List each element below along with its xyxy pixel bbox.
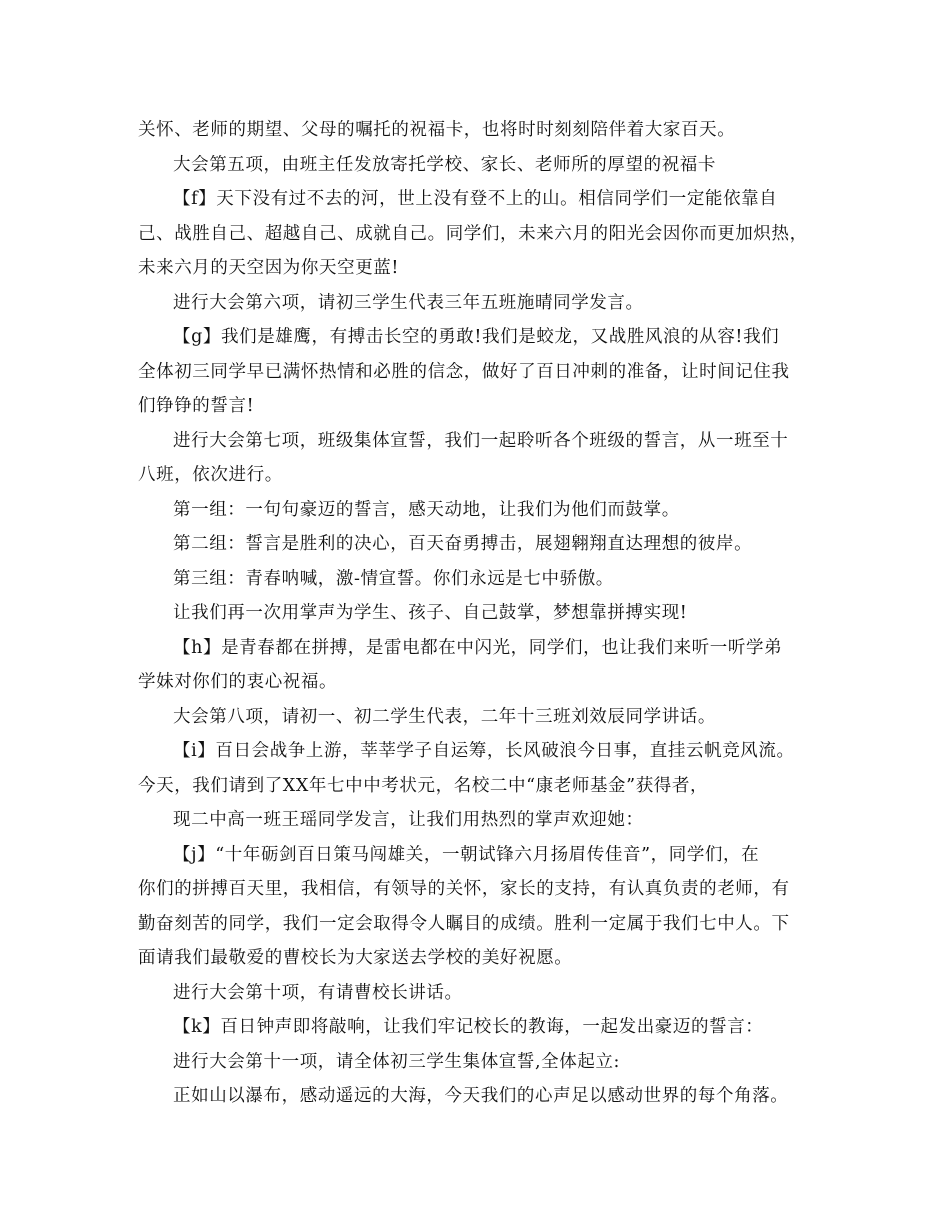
text-line: 全体初三同学早已满怀热情和必胜的信念，做好了百日冲刺的准备，让时间记住我 [138,361,790,382]
text-line: 【j】“十年砺剑百日策马闯雄关，一朝试锋六月扬眉传佳音”，同学们，在 [173,844,760,865]
text-line: 进行大会第六项，请初三学生代表三年五班施晴同学发言。 [173,292,644,313]
text-line: 第二组：誓言是胜利的决心，百天奋勇搏击，展翅翱翔直达理想的彼岸。 [173,534,753,554]
text-line: 关怀、老师的期望、父母的嘱托的祝福卡，也将时时刻刻陪伴着大家百天。 [138,120,736,140]
text-line: 今天，我们请到了XX年七中中考状元，名校二中“康老师基金”获得者， [138,775,709,796]
text-line: 学妹对你们的衷心祝福。 [138,672,338,692]
text-line: 【g】我们是雄鹰，有搏击长空的勇敢!我们是蛟龙，又战胜风浪的从容!我们 [173,327,780,347]
text-line: 【h】是青春都在拼搏，是雷电都在中闪光，同学们，也让我们来听一听学弟 [173,637,783,658]
text-line: 们铮铮的誓言! [138,396,255,416]
text-line: 现二中高一班王瑶同学发言，让我们用热烈的掌声欢迎她： [173,810,644,830]
text-line: 你们的拼搏百天里，我相信，有领导的关怀，家长的支持，有认真负责的老师，有 [138,879,790,899]
text-line: 己、战胜自己、超越自己、成就自己。同学们，未来六月的阳光会因你而更加炽热， [138,223,808,244]
text-line: 八班，依次进行。 [138,465,283,485]
text-line: 勤奋刻苦的同学，我们一定会取得令人瞩目的成绩。胜利一定属于我们七中人。下 [138,913,790,934]
text-line: 进行大会第七项，班级集体宣誓，我们一起聆听各个班级的誓言，从一班至十 [173,430,789,451]
text-line: 进行大会第十一项，请全体初三学生集体宣誓,全体起立: [173,1051,621,1072]
text-line: 第三组：青春呐喊，激-情宣誓。你们永远是七中骄傲。 [173,568,614,589]
text-line: 让我们再一次用掌声为学生、孩子、自己鼓掌，梦想靠拼搏实现! [173,603,688,623]
text-line: 大会第五项，由班主任发放寄托学校、家长、老师所的厚望的祝福卡 [173,154,716,175]
text-line: 未来六月的天空因为你天空更蓝! [138,258,400,278]
document-body [138,113,820,1114]
text-line: 面请我们最敬爱的曹校长为大家送去学校的美好祝愿。 [138,948,573,968]
text-line: 【i】百日会战争上游，莘莘学子自运筹，长风破浪今日事，直挂云帆竞风流。 [173,741,795,761]
text-line: 大会第八项，请初一、初二学生代表，二年十三班刘效辰同学讲话。 [173,706,716,727]
text-line: 【k】百日钟声即将敲响，让我们牢记校长的教诲，一起发出豪迈的誓言： [173,1017,764,1037]
text-line: 进行大会第十项，有请曹校长讲话。 [173,982,463,1003]
text-line: 正如山以瀑布，感动遥远的大海，今天我们的心声足以感动世界的每个角落。 [173,1086,789,1106]
text-line: 【f】天下没有过不去的河，世上没有登不上的山。相信同学们一定能依靠自 [173,189,778,209]
text-line: 第一组：一句句豪迈的誓言，感天动地，让我们为他们而鼓掌。 [173,499,680,520]
